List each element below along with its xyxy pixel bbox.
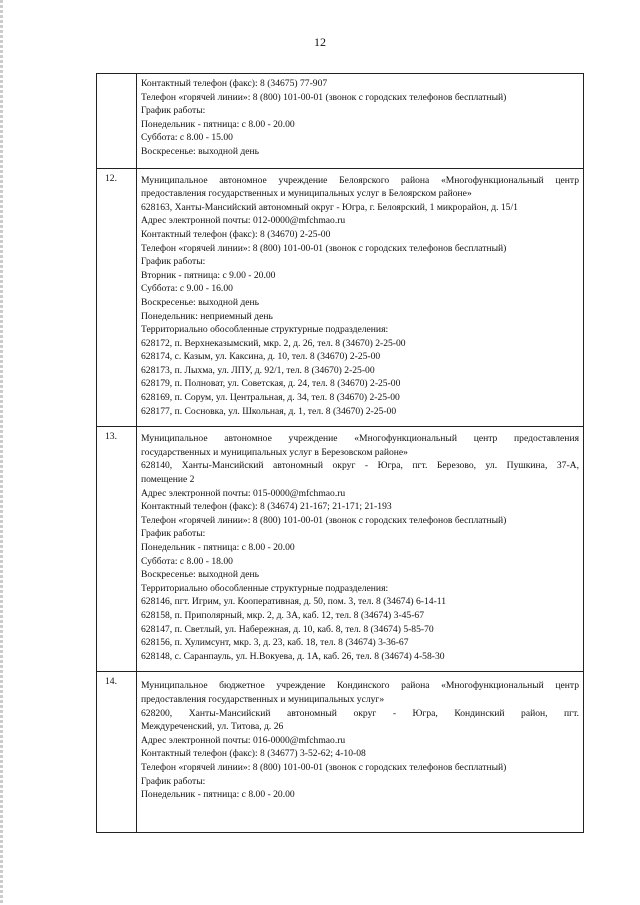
hotline-line: Телефон «горячей линии»: 8 (800) 101-00-01 (звонок с городских телефонов бесплатный): [141, 242, 507, 254]
schedule-saturday: Суббота: с 9.00 - 16.00: [141, 283, 233, 295]
address-line: помещение 2: [141, 474, 195, 486]
phone-fax-line: Контактный телефон (факс): 8 (34674) 21-167; 21-171; 21-193: [141, 501, 392, 513]
schedule-monday: Понедельник: неприемный день: [141, 310, 273, 322]
schedule-heading: График работы:: [141, 528, 206, 540]
subdivision-item: 628173, п. Лыхма, ул. ЛПУ, д. 92/1, тел. 8 (34670) 2-25-00: [141, 364, 375, 376]
email-line: Адрес электронной почты: 016-0000@mfchmao.ru: [141, 734, 346, 746]
schedule-heading: График работы:: [141, 775, 206, 787]
subdivision-item: 628148, с. Саранпауль, ул. Н.Вокуева, д. 1А, каб. 26, тел. 8 (34674) 4-58-30: [141, 650, 445, 662]
hotline-line: Телефон «горячей линии»: 8 (800) 101-00-01 (звонок с городских телефонов бесплатный): [141, 91, 507, 103]
subdivisions-heading: Территориально обособленные структурные подразделения:: [141, 582, 389, 594]
entry-details: [137, 168, 584, 427]
subdivision-item: 628174, с. Казым, ул. Каксина, д. 10, тел. 8 (34670) 2-25-00: [141, 351, 381, 363]
organization-name-line: предоставления государственных и муниципальных услуг в Белоярском районе»: [141, 188, 472, 200]
schedule-weekdays: Понедельник - пятница: с 8.00 - 20.00: [141, 542, 295, 553]
schedule-saturday: Суббота: с 8.00 - 15.00: [141, 132, 233, 144]
hotline-line: Телефон «горячей линии»: 8 (800) 101-00-01 (звонок с городских телефонов бесплатный): [141, 514, 507, 526]
subdivision-item: 628146, пгт. Игрим, ул. Кооперативная, д. 50, пом. 3, тел. 8 (34674) 6-14-11: [141, 596, 447, 608]
schedule-weekdays: Вторник - пятница: с 9.00 - 20.00: [141, 269, 276, 281]
organization-name-line: государственных и муниципальных услуг в Березовском районе»: [141, 446, 408, 458]
schedule-sunday: Воскресенье: выходной день: [141, 145, 260, 157]
address-line: 628140, Ханты-Мансийский автономный округ - Югра, пгт. Березово, ул. Пушкина, 37-А,: [141, 460, 579, 472]
entry-number: [97, 74, 137, 169]
entry-number: 14.: [97, 672, 137, 832]
entry-details: [137, 74, 584, 169]
schedule-heading: График работы:: [141, 256, 206, 268]
organization-name-line: Муниципальное бюджетное учреждение Кондинского района «Многофункциональный центр: [141, 680, 579, 692]
subdivision-item: 628158, п. Приполярный, мкр. 2, д. 3А, каб. 12, тел. 8 (34674) 3-45-67: [141, 609, 425, 621]
subdivision-item: 628169, п. Сорум, ул. Центральная, д. 34, тел. 8 (34670) 2-25-00: [141, 392, 400, 404]
entry-details: [137, 672, 584, 832]
subdivision-item: 628179, п. Полноват, ул. Советская, д. 24, тел. 8 (34670) 2-25-00: [141, 378, 401, 390]
schedule-weekdays: Понедельник - пятница: с 8.00 - 20.00: [141, 118, 295, 130]
subdivision-item: 628172, п. Верхнеказымский, мкр. 2, д. 26, тел. 8 (34670) 2-25-00: [141, 337, 406, 349]
organization-name-line: Муниципальное автономное учреждение Белоярского района «Многофункциональный центр: [141, 174, 579, 186]
email-line: Адрес электронной почты: 015-0000@mfchmao.ru: [141, 487, 346, 499]
table-row: [97, 74, 584, 169]
entry-number: 12.: [97, 168, 137, 427]
phone-fax-line: Контактный телефон (факс): 8 (34675) 77-907: [141, 78, 328, 89]
organization-name-line: Муниципальное автономное учреждение «Многофункциональный центр предоставления: [141, 433, 579, 445]
address-line: 628200, Ханты-Мансийский автономный округ - Югра, Кондинский район, пгт.: [141, 707, 579, 719]
table-row: [97, 672, 584, 832]
email-line: Адрес электронной почты: 012-0000@mfchmao.ru: [141, 215, 346, 227]
table-row: [97, 168, 584, 427]
phone-fax-line: Контактный телефон (факс): 8 (34670) 2-25-00: [141, 228, 331, 240]
table-row: [97, 427, 584, 672]
entry-details: [137, 427, 584, 672]
entry-number: 13.: [97, 427, 137, 672]
address-line: 628163, Ханты-Мансийский автономный округ - Югра, г. Белоярский, 1 микрорайон, д. 15/1: [141, 201, 518, 213]
schedule-saturday: Суббота: с 8.00 - 18.00: [141, 555, 233, 567]
organization-name-line: предоставления государственных и муниципальных услуг»: [141, 693, 385, 705]
subdivision-item: 628156, п. Хулимсунт, мкр. 3, д. 23, каб. 18, тел. 8 (34674) 3-36-67: [141, 637, 409, 649]
schedule-sunday: Воскресенье: выходной день: [141, 569, 260, 581]
page-number: 12: [314, 35, 326, 49]
schedule-sunday: Воскресенье: выходной день: [141, 296, 260, 308]
schedule-weekdays: Понедельник - пятница: с 8.00 - 20.00: [141, 789, 295, 801]
subdivision-item: 628147, п. Светлый, ул. Набережная, д. 10, каб. 8, тел. 8 (34674) 5-85-70: [141, 623, 434, 635]
mfc-contacts-table: [96, 73, 584, 833]
hotline-line: Телефон «горячей линии»: 8 (800) 101-00-01 (звонок с городских телефонов бесплатный): [141, 761, 507, 773]
subdivision-item: 628177, п. Сосновка, ул. Школьная, д. 1, тел. 8 (34670) 2-25-00: [141, 405, 397, 417]
schedule-heading: График работы:: [141, 105, 206, 117]
subdivisions-heading: Территориально обособленные структурные подразделения:: [141, 324, 389, 336]
address-line: Междуреченский, ул. Титова, д. 26: [141, 721, 284, 733]
phone-fax-line: Контактный телефон (факс): 8 (34677) 3-52-62; 4-10-08: [141, 748, 366, 760]
scan-binding-edge: [0, 0, 3, 905]
